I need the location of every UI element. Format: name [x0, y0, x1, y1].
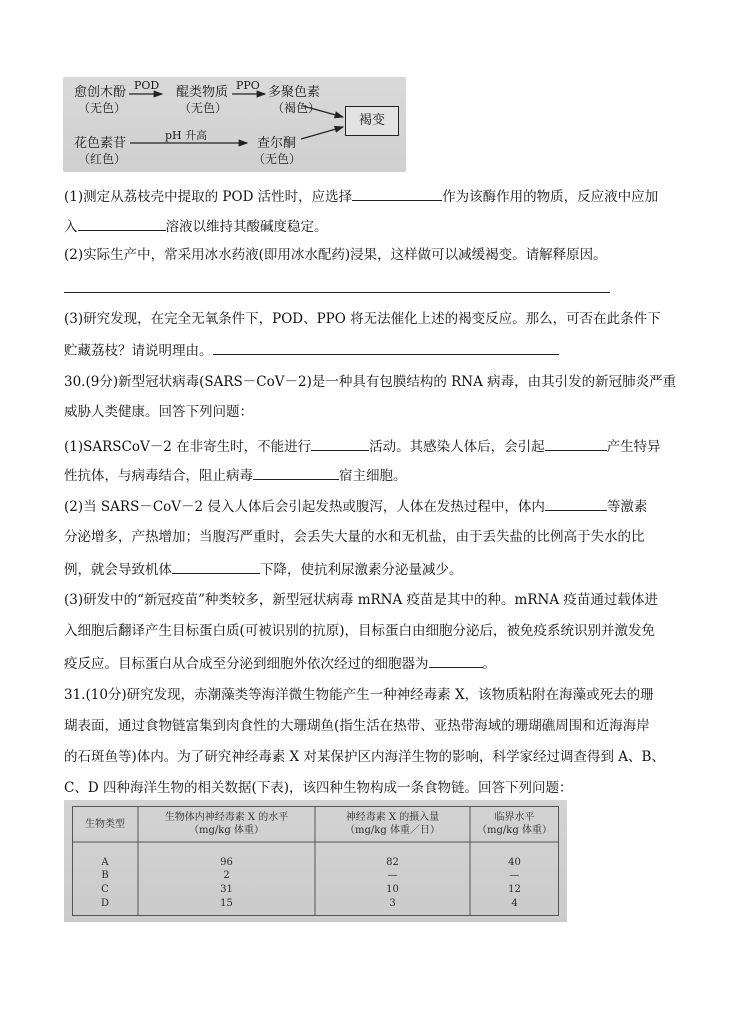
table-header-toxin-level: 生物体内神经毒素 X 的水平 （mg/kg 体重）: [164, 812, 289, 836]
enzyme-ppo-label: PPO: [236, 79, 260, 92]
q29-part3-line1: (3)研究发现，在完全无氧条件下，POD、PPO 将无法催化上述的褐变反应。那么，可否在此条件下: [64, 311, 661, 327]
q30-intro-line1: 30.(9分)新型冠状病毒(SARS－CoV－2)是一种具有包膜结构的 RNA 病毒，由其引发的新冠肺炎严重: [64, 374, 677, 390]
table-cell: 10: [386, 884, 399, 895]
q31-intro-line4: C、D 四种海洋生物的相关数据(下表)，该四种生物构成一条食物链。回答下列问题：: [64, 780, 573, 796]
answer-blank[interactable]: [78, 216, 166, 231]
table-header-critical: 临界水平 （mg/kg 体重）: [477, 812, 552, 836]
q30-part3-line2: 入细胞后翻译产生目标蛋白质(可被识别的抗原)，目标蛋白由细胞分泌后，被免疫系统识别并激发免: [64, 623, 656, 639]
q31-intro-line2: 瑚表面，通过食物链富集到肉食性的大珊瑚鱼(指生活在热带、亚热带海域的珊瑚礁周围和近海海岸: [64, 718, 650, 734]
node-anthocyanin-color: （红色）: [78, 152, 127, 166]
table-cell: 31: [220, 884, 233, 895]
table-cell: A: [101, 857, 109, 868]
table-header-type: 生物类型: [85, 819, 125, 830]
node-quinone-color: （无色）: [179, 101, 228, 115]
table-cell: 3: [389, 898, 396, 909]
arrow-chalcone-to-browning: [301, 127, 343, 139]
table-cell: 40: [508, 857, 521, 868]
q31-intro-line3: 的石斑鱼等)体内。为了研究神经毒素 X 对某保护区内海洋生物的影响，科学家经过调查得到 A、B、: [64, 749, 665, 765]
q31-intro-line1: 31.(10分)研究发现，赤潮藻类等海洋微生物能产生一种神经毒素 X，该物质粘附在海藻或死去的珊: [64, 687, 654, 703]
q30-part1-line2: 性抗体，与病毒结合，阻止病毒 宿主细胞。: [64, 465, 407, 485]
q29-part1-line2: 入 溶液以维持其酸碱度稳定。: [64, 216, 328, 236]
node-guaiacol-color: （无色）: [78, 101, 127, 115]
q30-part1-line1: (1)SARSCoV－2 在非寄生时，不能进行 活动。其感染人体后，会引起 产生特异: [64, 436, 661, 456]
node-quinone: 醌类物质: [176, 85, 229, 100]
answer-blank[interactable]: [253, 465, 339, 480]
answer-blank[interactable]: [352, 186, 442, 201]
q30-part3-line1: (3)研发中的“新冠疫苗”种类较多，新型冠状病毒 mRNA 疫苗是其中的种。mRNA 疫苗通过载体进: [64, 592, 658, 608]
node-chalcone: 查尔酮: [257, 136, 297, 151]
table-cell: —: [509, 870, 520, 881]
node-polymer-color: （褐色）: [272, 101, 321, 115]
table-cell: C: [101, 884, 109, 895]
q29-part3-line2: 贮藏荔枝？请说明理由。: [64, 340, 559, 360]
table-cell: 82: [386, 857, 399, 868]
answer-blank[interactable]: [545, 436, 607, 451]
q30-part3-line3: 疫反应。目标蛋白从合成至分泌到细胞外依次经过的细胞器为 。: [64, 653, 496, 673]
q30-part2-line3: 例，就会导致机体 下降，使抗利尿激素分泌量减少。: [64, 559, 463, 579]
node-guaiacol: 愈创木酚: [74, 85, 127, 100]
table-cell: 12: [508, 884, 521, 895]
toxin-data-table: [64, 800, 567, 922]
table-header-intake: 神经毒素 X 的摄入量 （mg/kg 体重／日）: [345, 812, 440, 836]
answer-blank[interactable]: [311, 436, 369, 451]
q30-part2-line1: (2)当 SARS－CoV－2 侵入人体后会引起发热或腹泻，人体在发热过程中，体内 等激素: [64, 496, 647, 516]
table-cell: B: [101, 870, 109, 881]
q30-intro-line2: 威胁人类健康。回答下列问题：: [64, 404, 253, 420]
q29-part1-line1: (1)测定从荔枝壳中提取的 POD 活性时，应选择 作为该酶作用的物质，反应液中应加: [64, 186, 658, 206]
browning-pathway-diagram: [63, 77, 406, 172]
node-polymer: 多聚色素: [268, 85, 321, 100]
ph-condition-label: pH 升高: [165, 129, 208, 142]
q29-part2: (2)实际生产中，常采用冰水药液(即用冰水配药)浸果，这样做可以减缓褐变。请解释原因。: [64, 247, 607, 263]
table-cell: 15: [220, 898, 233, 909]
answer-blank[interactable]: [213, 340, 559, 355]
table-cell: 96: [220, 857, 233, 868]
answer-blank[interactable]: [545, 496, 607, 511]
table-cell: D: [100, 898, 110, 909]
node-chalcone-color: （无色）: [253, 152, 302, 166]
answer-line[interactable]: [64, 292, 610, 293]
answer-blank[interactable]: [429, 653, 483, 668]
table-cell: —: [387, 870, 398, 881]
node-anthocyanin: 花色素苷: [74, 136, 127, 151]
browning-result-box: 褐变: [345, 106, 399, 136]
enzyme-pod-label: POD: [134, 79, 160, 92]
answer-blank[interactable]: [172, 559, 260, 574]
q30-part2-line2: 分泌增多，产热增加；当腹泻严重时，会丢失大量的水和无机盐，由于丢失盐的比例高于失水的比: [64, 529, 645, 545]
table-body: [72, 806, 559, 916]
table-cell: 4: [511, 898, 518, 909]
table-cell: 2: [223, 870, 230, 881]
